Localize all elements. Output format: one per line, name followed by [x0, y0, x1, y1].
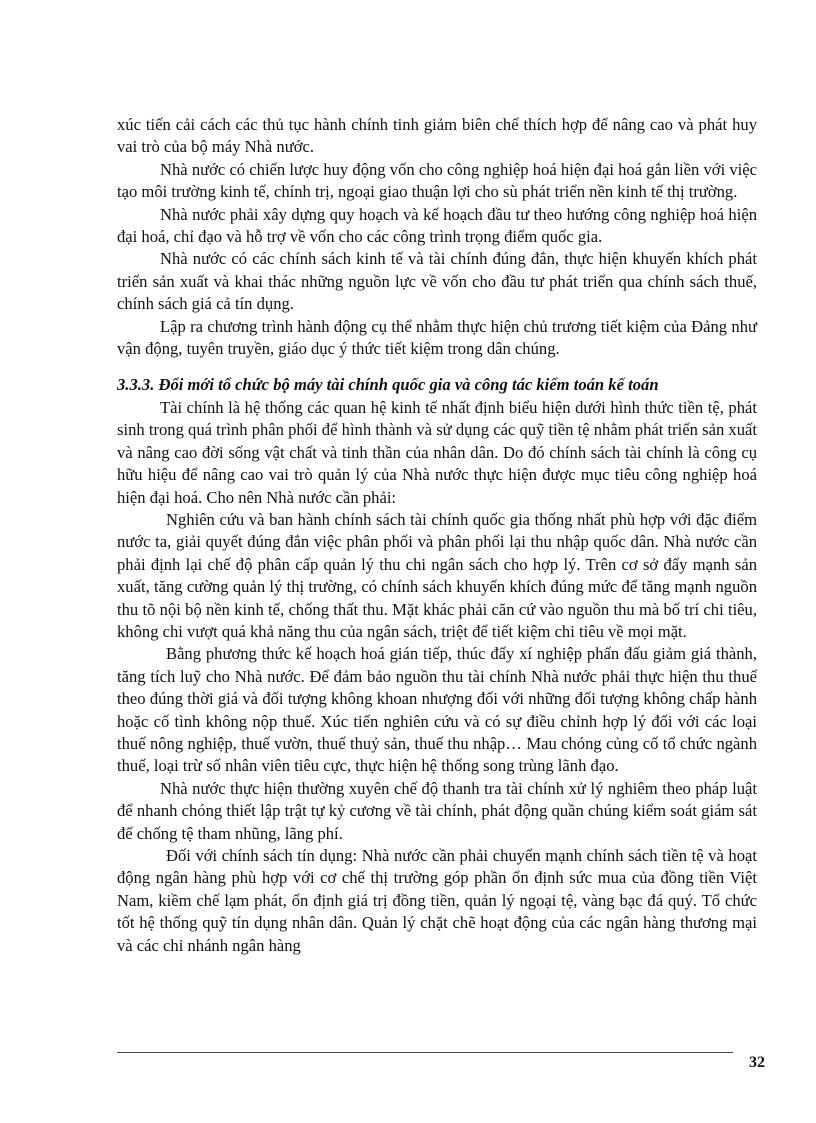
paragraph: Lập ra chương trình hành động cụ thể nhằm thực hiện chủ trương tiết kiệm của Đảng như vận động, tuyên truyền, giáo dục ý thức tiết kiệm trong dân chúng.	[117, 316, 757, 359]
page-number: 32	[749, 1054, 765, 1071]
paragraph: Tài chính là hệ thống các quan hệ kinh tế nhất định biểu hiện dưới hình thức tiền tệ, phát sinh trong quá trình phân phối để hình thành và sử dụng các quỹ tiền tệ nhằm phát triển sản xuất và nâng cao đời sống vật chất và tinh thần của nhân dân. Do đó chính sách tài chính là công cụ hữu hiệu để nâng cao vai trò quản lý của Nhà nước thực hiện được mục tiêu công nghiệp hoá hiện đại hoá. Cho nên Nhà nước cần phải:	[117, 397, 757, 507]
paragraph: Nghiên cứu và ban hành chính sách tài chính quốc gia thống nhất phù hợp với đặc điểm nước ta, giải quyết đúng đắn việc phân phối và phân phối lại thu nhập quốc dân. Nhà nước cần phải định lại chế độ phân cấp quản lý thu chi ngân sách cho hợp lý. Trên cơ sở đẩy mạnh sản xuất, tăng cường quản lý thị trường, có chính sách khuyến khích đúng mức để tăng mạnh nguồn thu tõ nội bộ nền kinh tế, chống thất thu. Mặt khác phải căn cứ vào nguồn thu mà bố trí chi tiêu, không chi vượt quá khả năng thu của ngân sách, triệt để tiết kiệm chi tiêu về mọi mặt.	[117, 509, 757, 641]
paragraph: Nhà nước có chiến lược huy động vốn cho công nghiệp hoá hiện đại hoá gắn liền với việc tạo môi trường kinh tế, chính trị, ngoại giao thuận lợi cho sù phát triển nền kinh tế thị trường.	[117, 159, 757, 202]
section-heading: 3.3.3. Đổi mới tổ chức bộ máy tài chính quốc gia và công tác kiểm toán kế toán	[117, 375, 659, 395]
paragraph: Nhà nước thực hiện thường xuyên chế độ thanh tra tài chính xử lý nghiêm theo pháp luật để nhanh chóng thiết lập trật tự kỷ cương về tài chính, phát động quần chúng kiểm soát giám sát để chống tệ tham nhũng, lãng phí.	[117, 778, 757, 843]
paragraph-continuation: xúc tiến cải cách các thủ tục hành chính tinh giảm biên chế thích hợp để nâng cao và phát huy vai trò của bộ máy Nhà nước.	[117, 115, 757, 157]
paragraph: Nhà nước phải xây dựng quy hoạch và kế hoạch đầu tư theo hướng công nghiệp hoá hiện đại hoá, chỉ đạo và hỗ trợ về vốn cho các công trình trọng điểm quốc gia.	[117, 204, 757, 247]
page-body	[117, 114, 757, 957]
paragraph: Nhà nước có các chính sách kinh tế và tài chính đúng đắn, thực hiện khuyến khích phát triển sản xuất và khai thác những nguồn lực về vốn cho đầu tư phát triển qua chính sách thuế, chính sách giá cả tín dụng.	[117, 249, 757, 314]
paragraph: Bằng phương thức kế hoạch hoá gián tiếp, thúc đẩy xí nghiệp phấn đấu giảm giá thành, tăng tích luỹ cho Nhà nước. Để đảm bảo nguồn thu tài chính Nhà nước phải thực hiện thu thuế theo đúng thời giá và đối tượng không khoan nhượng đối với những đối tượng không chấp hành hoặc cố tình không nộp thuế. Xúc tiến nghiên cứu và có sự điều chỉnh hợp lý đối với các loại thuế nông nghiệp, thuế vườn, thuế thuỷ sản, thuế thu nhập… Mau chóng củng cố tổ chức ngành thuế, loại trừ số nhân viên tiêu cực, thực hiện hệ thống song trùng lãnh đạo.	[117, 644, 757, 776]
footer-divider	[117, 1052, 733, 1053]
paragraph: Đối với chính sách tín dụng: Nhà nước cần phải chuyển mạnh chính sách tiền tệ và hoạt động ngân hàng phù hợp với cơ chế thị trường góp phần ổn định sức mua của đồng tiền Việt Nam, kiềm chế lạm phát, ổn định giá trị đồng tiền, quản lý ngoại tệ, vàng bạc đá quý. Tổ chức tốt hệ thống quỹ tín dụng nhân dân. Quản lý chặt chẽ hoạt động của các ngân hàng thương mại và các chi nhánh ngân hàng	[117, 846, 757, 955]
